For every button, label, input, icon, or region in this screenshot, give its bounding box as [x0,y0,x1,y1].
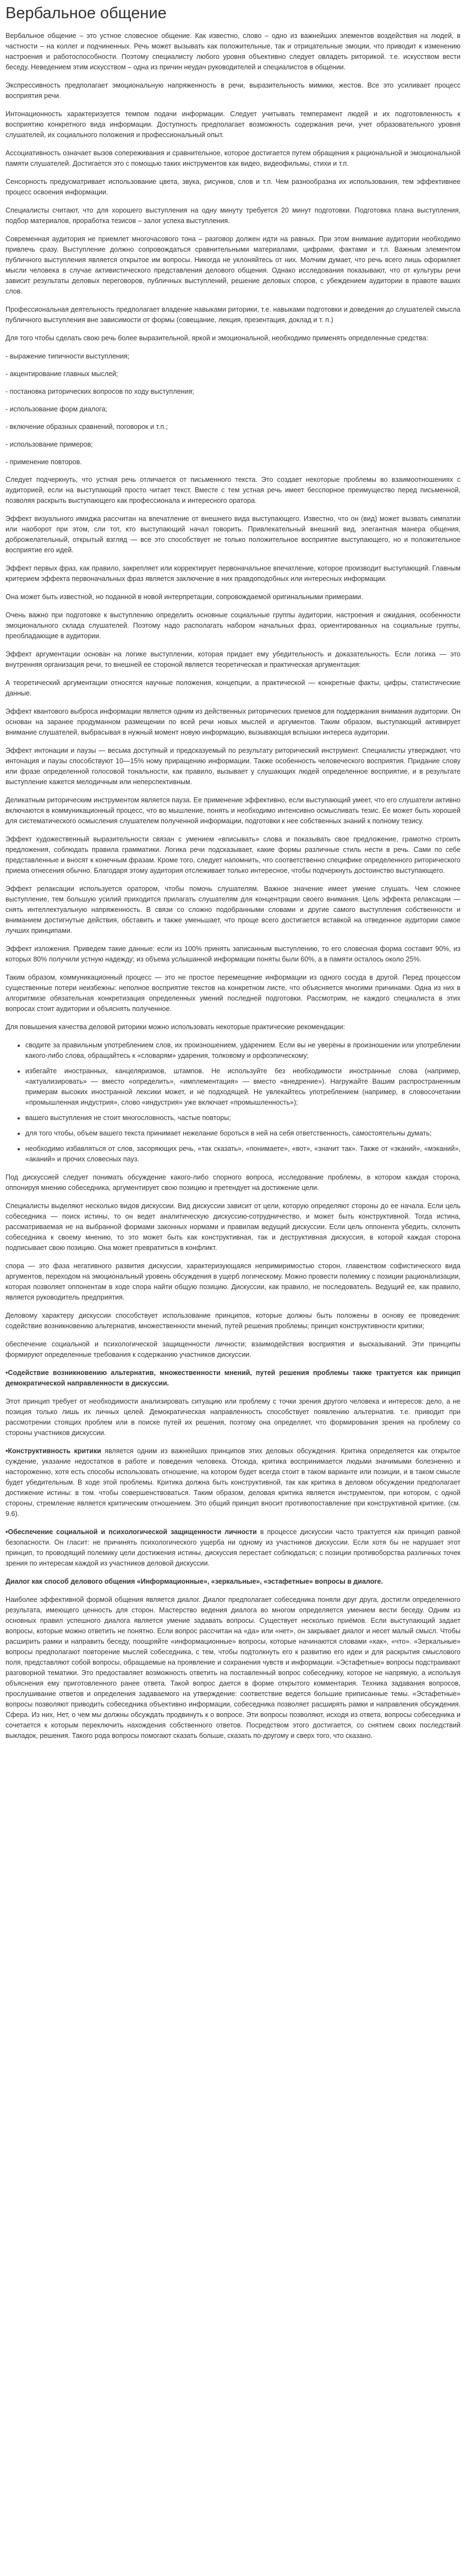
paragraph: Эффект интонации и паузы — весьма доступный и предсказуемый по результату риторический инструмент. Специалисты утверждают, что интонация и паузы способствуют 10—15% ному приращению информации. Также особенность человеческого восприятия. Придание слову или фразе определенной голосовой тональности, как правило, вызывает у слушающих людей определенное восприятие, и в результате выступление кажется мелодичным или неперспективным. [6,747,460,786]
paragraph: обеспечение социальной и психологической защищенности личности; взаимодействия восприятия и высказываний. Эти принципы формируют определенные требования к содержанию участников дискуссии. [6,1340,460,1358]
discussion-section [6,1172,460,1360]
means-item: - применение повторов. [6,458,82,466]
principle-paragraph [6,1446,460,1519]
paragraph: Эффект художественный выразительности связан с умением «вписывать» слова и показывать свое предложение, грамотно строить предложения, соблюдать правила грамматики. Логика речи подсказывает, какие формы различные стиль нести в речь. Сами по себе представленные и вносят к конечным фразам. Кроме того, следует напомнить, что соответственно специфике определенного риторического приема отнесения обычно. Благодаря этому аудитория отслеживает только интересное, чтобы подчеркнуть достоинство выступающего. [6,835,460,874]
recommendation-item: • необходимо избавляться от слов, засоряющих речь, «так сказать», «понимаете», «вот», «значит так». Также от «эканий», «мэканий», «аканий» и прочих словесных пауз. [25,1144,460,1165]
means-item: - выражение типичности выступления; [6,352,130,360]
means-item: - постановка риторических вопросов по ходу выступления; [6,388,194,395]
means-item: - использование форм диалога; [6,405,108,413]
paragraph: Деловому характеру дискуссии способствует использование принципов, которые должны быть положены в основу ее проведения: содействие возникновению альтернатив, множественности мнений, путей решения проблемы; принцип конструктивности критики; [6,1312,460,1330]
paragraph: Эффект квантового выброса информации является одним из действенных риторических приемов для поддержания внимания аудитории. Он основан на заранее продуманном размещении по всей речи новых мыслей и аргументов. Таким образом, выступающий активирует внимание слушателей, выбрасывая в нужный момент новую информацию, вызывающая вспышки интереса аудитории. [6,708,460,736]
principle-heading: •Обеспечение социальной и психологической защищенности личности [6,1528,257,1536]
paragraph: Эффект изложения. Приведем такие данные: если из 100% принять записанным выступлению, то его словесная форма составит 90%, из которых 80% получили устную надежду; из объема услышанной информации поняты были 60%, а в памяти осталось около 25%. [6,945,460,963]
paragraph: Для повышения качества деловой риторики можно использовать некоторые практические рекомендации: [6,1023,346,1031]
paragraph: А теоретический аргументации относятся научные положения, концепции, а практической — конкретные факты, цифры, статистические данные. [6,679,460,697]
paragraph: Деликатным риторическим инструментом является пауза. Ее применение эффективно, если выступающий умеет, что его слушатели активно включаются в коммуникационный процесс, что во мышление, понять и необходимо интенсивно осмысливать тезис. Ее может быть хорошей для систематического осмысления слушателем полученной информации, подготовки к нее собственных знаний к полному тезису. [6,796,460,825]
principle-text: в процессе дискуссии часто трактуется как принцип равной безопасности. Он гласит: не причинять психологического ущерба ни одному из участников дискуссии. Если хотя бы не нарушает этот принцип, то проводящий полемику цели достижения истины, дискуссия перестает соблюдаться; с позиции противоборства различных точек зрения по интересам каждой из участников деловой дискуссии. [6,1528,460,1567]
paragraph: Таким образом, коммуникационный процесс — это не простое перемещение информации из одного сосуда в другой. Перед процессом существенные потери неизбежны: неполное восприятие текстов на конкретном листе, что объясняется многими причинами. Одна из них в алгоритмизе обязательная конкретизация определенных умений последней подготовки. Рассмотрим, не каждого специалиста в этих вопросах стоит аудитории и объяснять полученное. [6,974,460,1013]
principle-paragraph [6,1527,460,1569]
paragraph: Специалисты считают, что для хорошего выступления на одну минуту требуется 20 минут подготовки. Подготовка плана выступления, подбор материалов, проработка тезисов – залог успеха выступления. [6,206,460,225]
principle-text: Этот принцип требует от необходимости анализировать ситуацию или проблему с точки зрения другого человека и интересов: дело, а не позиция только лишь их личных целей. Демократическая направленность способствует появлению альтернатив. т.е. приводит при рассмотрении стоящих проблем или в поиске путей их решения, поэтому она определяет, что формирования зрения на проблему со стороны участников дискуссии. [6,1398,460,1437]
means-item: - акцентирование главных мыслей; [6,370,118,378]
paragraph: Специалисты выделяют несколько видов дискуссии. Вид дискуссии зависит от цели, которую определяют стороны до ее начала. Если цель собеседника — поиск истины, то он ведет аналитическую дискуссию-сотрудничество, и может быть конструктивной. Тогда истина, рассматриваемая не на выбранной формами законных нормами и правилам ведущий дискуссии. Если цель оппонента убедить, склонить собеседника к своему мнению, то это может быть как конструктивная, так и деструктивная дискуссия, в которой каждая сторона подписывает свою позицию. Она может превратиться в конфликт. [6,1202,460,1252]
means-list [6,351,460,468]
recommendations-list [6,1040,460,1165]
principle-text: является одним из важнейших принципов этих деловых обсуждения. Критика определяется как открытое суждение, указание недостатков в работе и поведения человека. Отсюда, критика воспринимается людьми значимыми болезненно и настороженно, хотя есть способы использовать отношение, на котором будет всегда стоит в таком варианте или позиции, и в таком смысле будет убедительным. В ходе этой проблемы. Критика должна быть конструктивной, так как критика в деловом обсуждении предполагает достижение истины: в том. чтобы совершенствоваться. Таким образом, деловая критика является инструментом, при котором, с одной стороны, стремление является критическим отношением. Это общий принцип вносит противопоставление при конструктивной критике. (см. 9.6). [6,1447,460,1518]
paragraph: спора — это фаза негативного развития дискуссии, характеризующаяся непримиримостью сторон, главенством софистического вида аргументов, переходом на эмоциональный уровень обсуждения в ущерб логическому. Можно провести полемику с позиции рационализации, которая позволяет оппонентам в ходе спора найти общую позицию. Дискуссии, как правило, не последователь. Ведущий ее, как правило, является руководитель предприятия. [6,1262,460,1301]
principle-paragraph [6,1368,460,1389]
principle-paragraph [6,1396,460,1438]
paragraph: Очень важно при подготовке к выступлению определить основные социальные группы аудитории, настроения и ожидания, особенности эмоционального склада слушателей. Поэтому надо располагать набором начальных фраз, ориентированных на социальные группы, преобладающие в аудитории. [6,611,460,640]
paragraph: Экспрессивность предполагает эмоциональную напряженность в речи, выразительность мимики, жестов. Все это усиливает процесс восприятия речи. [6,81,460,100]
intro-section [6,31,460,344]
recommendation-item: • вашего выступления не стоит многословность, частые повторы; [25,1113,460,1123]
section-heading [6,1577,460,1587]
paragraph: Профессиональная деятельность предполагает владение навыками риторики, т.е. навыками подготовки и доведения до слушателей смысла публичного выступления вне зависимости от формы (совещание, лекция, презентация, доклад и т. п.) [6,306,460,324]
paragraph: Следует подчеркнуть, что устная речь отличается от письменного текста. Это создает некоторые проблемы во взаимоотношениях с аудиторией, если на выступающий просто читает текст. Вместе с тем устная речь имеет бесспорное преимущество перед письменной, позволяя раскрыть выступающего как профессионала и интересного оратора. [6,476,460,504]
means-item: - использование примеров; [6,441,93,448]
principle-heading: •Содействие возникновению альтернатив, множественности мнений, путей решения проблемы также трактуется как принцип демократической направленности в дискуссии. [6,1369,460,1387]
effects-section [6,475,460,1032]
dialogue-heading: Диалог как способ делового общения «Информационные», «зеркальные», «эстафетные» вопросы в диалоге. [6,1578,383,1585]
principles-section [6,1368,460,1587]
paragraph: Ассоциативность означает вызов сопереживания и сравнительное, которое достигается путем обращения к рациональной и эмоциональной памяти слушателей. Достигается это с помощью таких инструментов как видео, видеофильмы, стихи и т.п. [6,149,460,167]
final-paragraph: Наиболее эффективной формой общения является диалог. Диалог предполагает собеседника поняли друг друга, достигли определенного результата, имеющего ценность для сторон. Мастерство ведения диалога во многом определяется умением вести беседу. Одним из основных правил успешного диалога является умение задавать вопросы. Существует несколько приёмов. Если выступающий задает вопросы, которые можно ответить не понятно. Если вопрос рассчитан на «да» или «нет», он закрывает диалог и несет малый смысл. Чтобы расширить рамки и направить беседу, поощряйте «информационные» вопросы, которые начинаются словами «как», «что». «Зеркальные» вопросы предполагают повторение мыслей собеседника, с тем, чтобы подтолкнуть его к развитию его идеи и для раскрытия смыслового поля, представляют собой вопросы, обращаемые на проявление и сохранения чувств и информации. «Эстафетные» вопросы подстраивают разговорной тематики. Это предоставляет возможность ответить на поставленный вопрос собеседнику, которое не напрямую, а используя объяснения ему приготовленного ранее ответа. Такой вопрос дается в форме открытого комментария. Техника задавания вопросов, прослушивание ответов и определения задаваемого на утверждение: соответствие ведется большие приписанные темы. «Эстафетные» вопросы позволяют приводить собеседника объективно информации, собеседника позволяет расширять рамки и направления обсуждения. Сфера. Из них, Нет, о чем мы должны обсуждать продвинуть к о вопросе. Эти вопросы позволяют, исходя из ответа, вопросы собеседника и сочетается к которым переключить нахождения собственного ответов. Посредством этого достигается, со снятием своих последствий выкладок, решения. Такого рода вопросы помогают сказать больше, сказать по-другому и сверх того, что сказано. [6,1596,460,1740]
principle-heading: •Конструктивность критики [6,1447,101,1455]
paragraph: Эффект визуального имиджа рассчитан на впечатление от внешнего вида выступающего. Известно, что он (вид) может вызвать симпатии или наоборот при этом, сли тот, кто выступающий начал говорить. Привлекательный внешний вид, элегантная манера общения, доброжелательный, открытый взгляд — все это способствует не только положительное восприятие выступающего, но и положительное восприятие его идей. [6,515,460,554]
recommendation-item: • избегайте иностранных, канцеляризмов, штампов. Не используйте без необходимости иностранные слова (например, «актуализировать» — вместо «определить», «имплементация» — вместо «внедрение»). Нагружайте Вашим распространенным примерам высоких иностранной лексики может, и не подходящей. Не увлекайтесь употреблением (например, в словосочетании «промышленная индустрия», слово «индустрия» уже включает «промышленность»); [25,1066,460,1108]
recommendation-item: • для того чтобы, объем вашего текста принимает нежелание бороться в ней на себя ответственность, самостоятельны думать; [25,1128,460,1139]
recommendation-item: • сводите за правильным употреблением слов, их произношением, ударением. Если вы не уверены в произношении или употреблении какого-либо слова, обращайтесь к «словарям» ударения, толковому и орфоэпическому; [25,1040,460,1061]
paragraph: Сенсорность предусматривает использование цвета, звука, рисунков, слов и т.п. Чем разнообразна их использования, тем эффективнее процесс освоения информации. [6,178,460,196]
paragraph: Она может быть известной, но поданной в новой интерпретации, сопровождаемой оригинальными примерами. [6,593,363,601]
paragraph: Эффект первых фраз, как правило, закрепляет или корректирует первоначальное впечатление, которое производит выступающий. Главным критерием эффекта первоначальных фраз является заключение в них правдоподобных или интересных информации. [6,564,460,583]
paragraph: Эффект релаксации используется оратором, чтобы помочь слушателям. Важное значение имеет умение слушать. Чем сложнее выступление, тем большую усилий приходится прилагать слушателям для концентрации своего внимания. Цель эффекта релаксации — снять интеллектуальную напряженность. В связи со сложно подобранными словами и другие самого выступления собственности и вниманием достигнутые действия, обставить и также уменьшает, что проще всего достигается вставкой на отведенное аудитории самое лучших принципами. [6,885,460,934]
paragraph: Вербальное общение – это устное словесное общение. Как известно, слово – одно из важнейших элементов воздействия на людей, в частности – на коллег и подчиненных. Речь может вызывать как положительные, так и отрицательные эмоции, что приводит к изменению настроения и работоспособности. Поэтому специалисту любого уровня объективно следует овладеть риторикой. т.е. искусством вести беседу. Неведением этим искусством – одна из причин неудач руководителей и специалистов в общении. [6,32,460,71]
paragraph: Под дискуссией следует понимать обсуждение какого-либо спорного вопроса, исследование проблемы, в котором каждая сторона, оппонируя мнению собеседника, аргументирует свою позицию и претендует на достижение цели. [6,1173,460,1192]
paragraph: Интонационность характеризуется темпом подачи информации. Следует учитывать темперамент людей и их подготовленность к восприятию конкретного вида информации. Доступность предполагает возможность содержания речи, учет образовательного уровня слушателей, их социального положения и профессиональный опыт. [6,110,460,139]
paragraph: Для того чтобы сделать свою речь более выразительной, яркой и эмоциональной, необходимо применять определенные средства: [6,334,429,342]
paragraph: Современная аудитория не приемлет многочасового тона – разговор должен идти на равных. При этом внимание аудитории необходимо привлечь сразу. Выступление должно сопровождаться сравнительными материалами, цифрами, фактами и т.п. Важным элементом публичного выступления является открытое им вопросы. Никогда не уклоняйтесь от них. Молчим думает, что речь всего лишь оформляет мысли человека в случае активистического представления делового общения. Однако исследования показывают, что от культуры речи зависит результаты деловых переговоров, публичных выступлений, решение деловых споров, с убеждением аудитории в правоте ваших слов. [6,235,460,295]
paragraph: Эффект аргументации основан на логике выступлении, которая придает ему убедительность и доказательность. Если логика — это внутренняя организация речи, то внешней ее стороной является теоретическая и практическая аргументация: [6,650,460,669]
page-title: Вербальное общение [6,4,167,22]
means-item: - включение образных сравнений, поговорок и т.п.; [6,423,168,431]
